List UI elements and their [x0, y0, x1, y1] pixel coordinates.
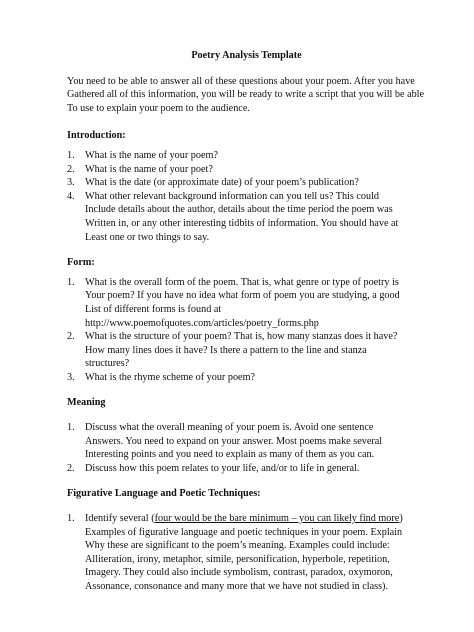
item-line: Discuss how this poem relates to your life, and/or to life in general.	[85, 462, 360, 474]
item-number: 2.	[67, 163, 75, 175]
item-line: Answers. You need to expand on your answer. Most poems make several	[85, 435, 383, 447]
underlined-text: four would be the bare minimum – you can likely find more	[154, 513, 400, 525]
item-text: )	[399, 513, 403, 525]
item-line: What is the name of your poet?	[85, 163, 213, 175]
item-number: 1.	[67, 149, 75, 161]
item-line: structures?	[85, 358, 130, 370]
figurative-section	[67, 487, 426, 593]
item-line: What other relevant background information can you tell us? This could	[85, 190, 380, 202]
list-item	[67, 149, 426, 163]
form-list	[67, 276, 426, 385]
introduction-heading: Introduction:	[67, 130, 126, 142]
item-line: What is the name of your poem?	[85, 149, 218, 161]
intro-line: Gathered all of this information, you will be ready to write a script that you will be able	[67, 89, 425, 101]
item-line: Discuss what the overall meaning of your poem is. Avoid one sentence	[85, 422, 374, 434]
item-line: What is the structure of your poem? That is, how many stanzas does it have?	[85, 331, 398, 343]
page-title: Poetry Analysis Template	[191, 50, 302, 61]
meaning-section	[67, 396, 426, 475]
item-number: 4.	[67, 190, 75, 202]
list-item	[67, 190, 426, 244]
item-line: Alliteration, irony, metaphor, simile, personification, hyperbole, repetition,	[85, 553, 390, 565]
intro-line: To use to explain your poem to the audience.	[67, 102, 250, 114]
list-item	[67, 176, 426, 190]
intro-line: You need to be able to answer all of these questions about your poem. After you have	[67, 75, 415, 87]
meaning-heading: Meaning	[67, 397, 106, 409]
item-line: Examples of figurative language and poetic techniques in your poem. Explain	[85, 526, 403, 538]
list-item	[67, 371, 426, 385]
introduction-list	[67, 149, 426, 244]
list-item	[67, 512, 426, 594]
item-line: Least one or two things to say.	[85, 231, 210, 243]
list-item	[67, 330, 426, 371]
figurative-list	[67, 512, 426, 594]
form-heading: Form:	[67, 257, 95, 269]
item-line: Your poem? If you have no idea what form of poem you are studying, a good	[85, 290, 400, 302]
meaning-list	[67, 421, 426, 475]
item-text: Identify several (	[85, 513, 155, 525]
list-item	[67, 276, 426, 330]
item-line: What is the overall form of the poem. That is, what genre or type of poetry is	[85, 276, 399, 288]
item-number: 1.	[67, 513, 75, 525]
item-line: List of different forms is found at	[85, 303, 222, 315]
figurative-heading: Figurative Language and Poetic Techniques:	[67, 488, 261, 500]
item-number: 1.	[67, 276, 75, 288]
intro-paragraph	[67, 75, 426, 116]
item-line: Interesting points and you need to explain as many of them as you can.	[85, 449, 375, 461]
item-number: 3.	[67, 371, 75, 383]
item-number: 3.	[67, 177, 75, 189]
item-number: 1.	[67, 422, 75, 434]
item-number: 2.	[67, 331, 75, 343]
item-line: Assonance, consonance and many more that we have not studied in class).	[85, 581, 388, 592]
item-line: What is the date (or approximate date) of your poem’s publication?	[85, 177, 359, 189]
list-item	[67, 421, 426, 462]
item-line: Include details about the author, details about the time period the poem was	[85, 204, 393, 216]
list-item	[67, 462, 426, 476]
item-line: How many lines does it have? Is there a pattern to the line and stanza	[85, 344, 367, 356]
item-line: Why these are significant to the poem’s meaning. Examples could include:	[85, 540, 390, 552]
introduction-section	[67, 129, 426, 244]
item-line: Imagery. They could also include symbolism, contrast, paradox, oxymoron,	[85, 567, 393, 579]
poetry-forms-link: http://www.poemofquotes.com/articles/poetry_forms.php	[85, 317, 319, 329]
item-line: Written in, or any other interesting tidbits of information. You should have at	[85, 217, 399, 229]
item-number: 2.	[67, 462, 75, 474]
item-line: What is the rhyme scheme of your poem?	[85, 371, 256, 383]
item-line	[85, 512, 426, 526]
list-item	[67, 163, 426, 177]
form-section	[67, 256, 426, 384]
